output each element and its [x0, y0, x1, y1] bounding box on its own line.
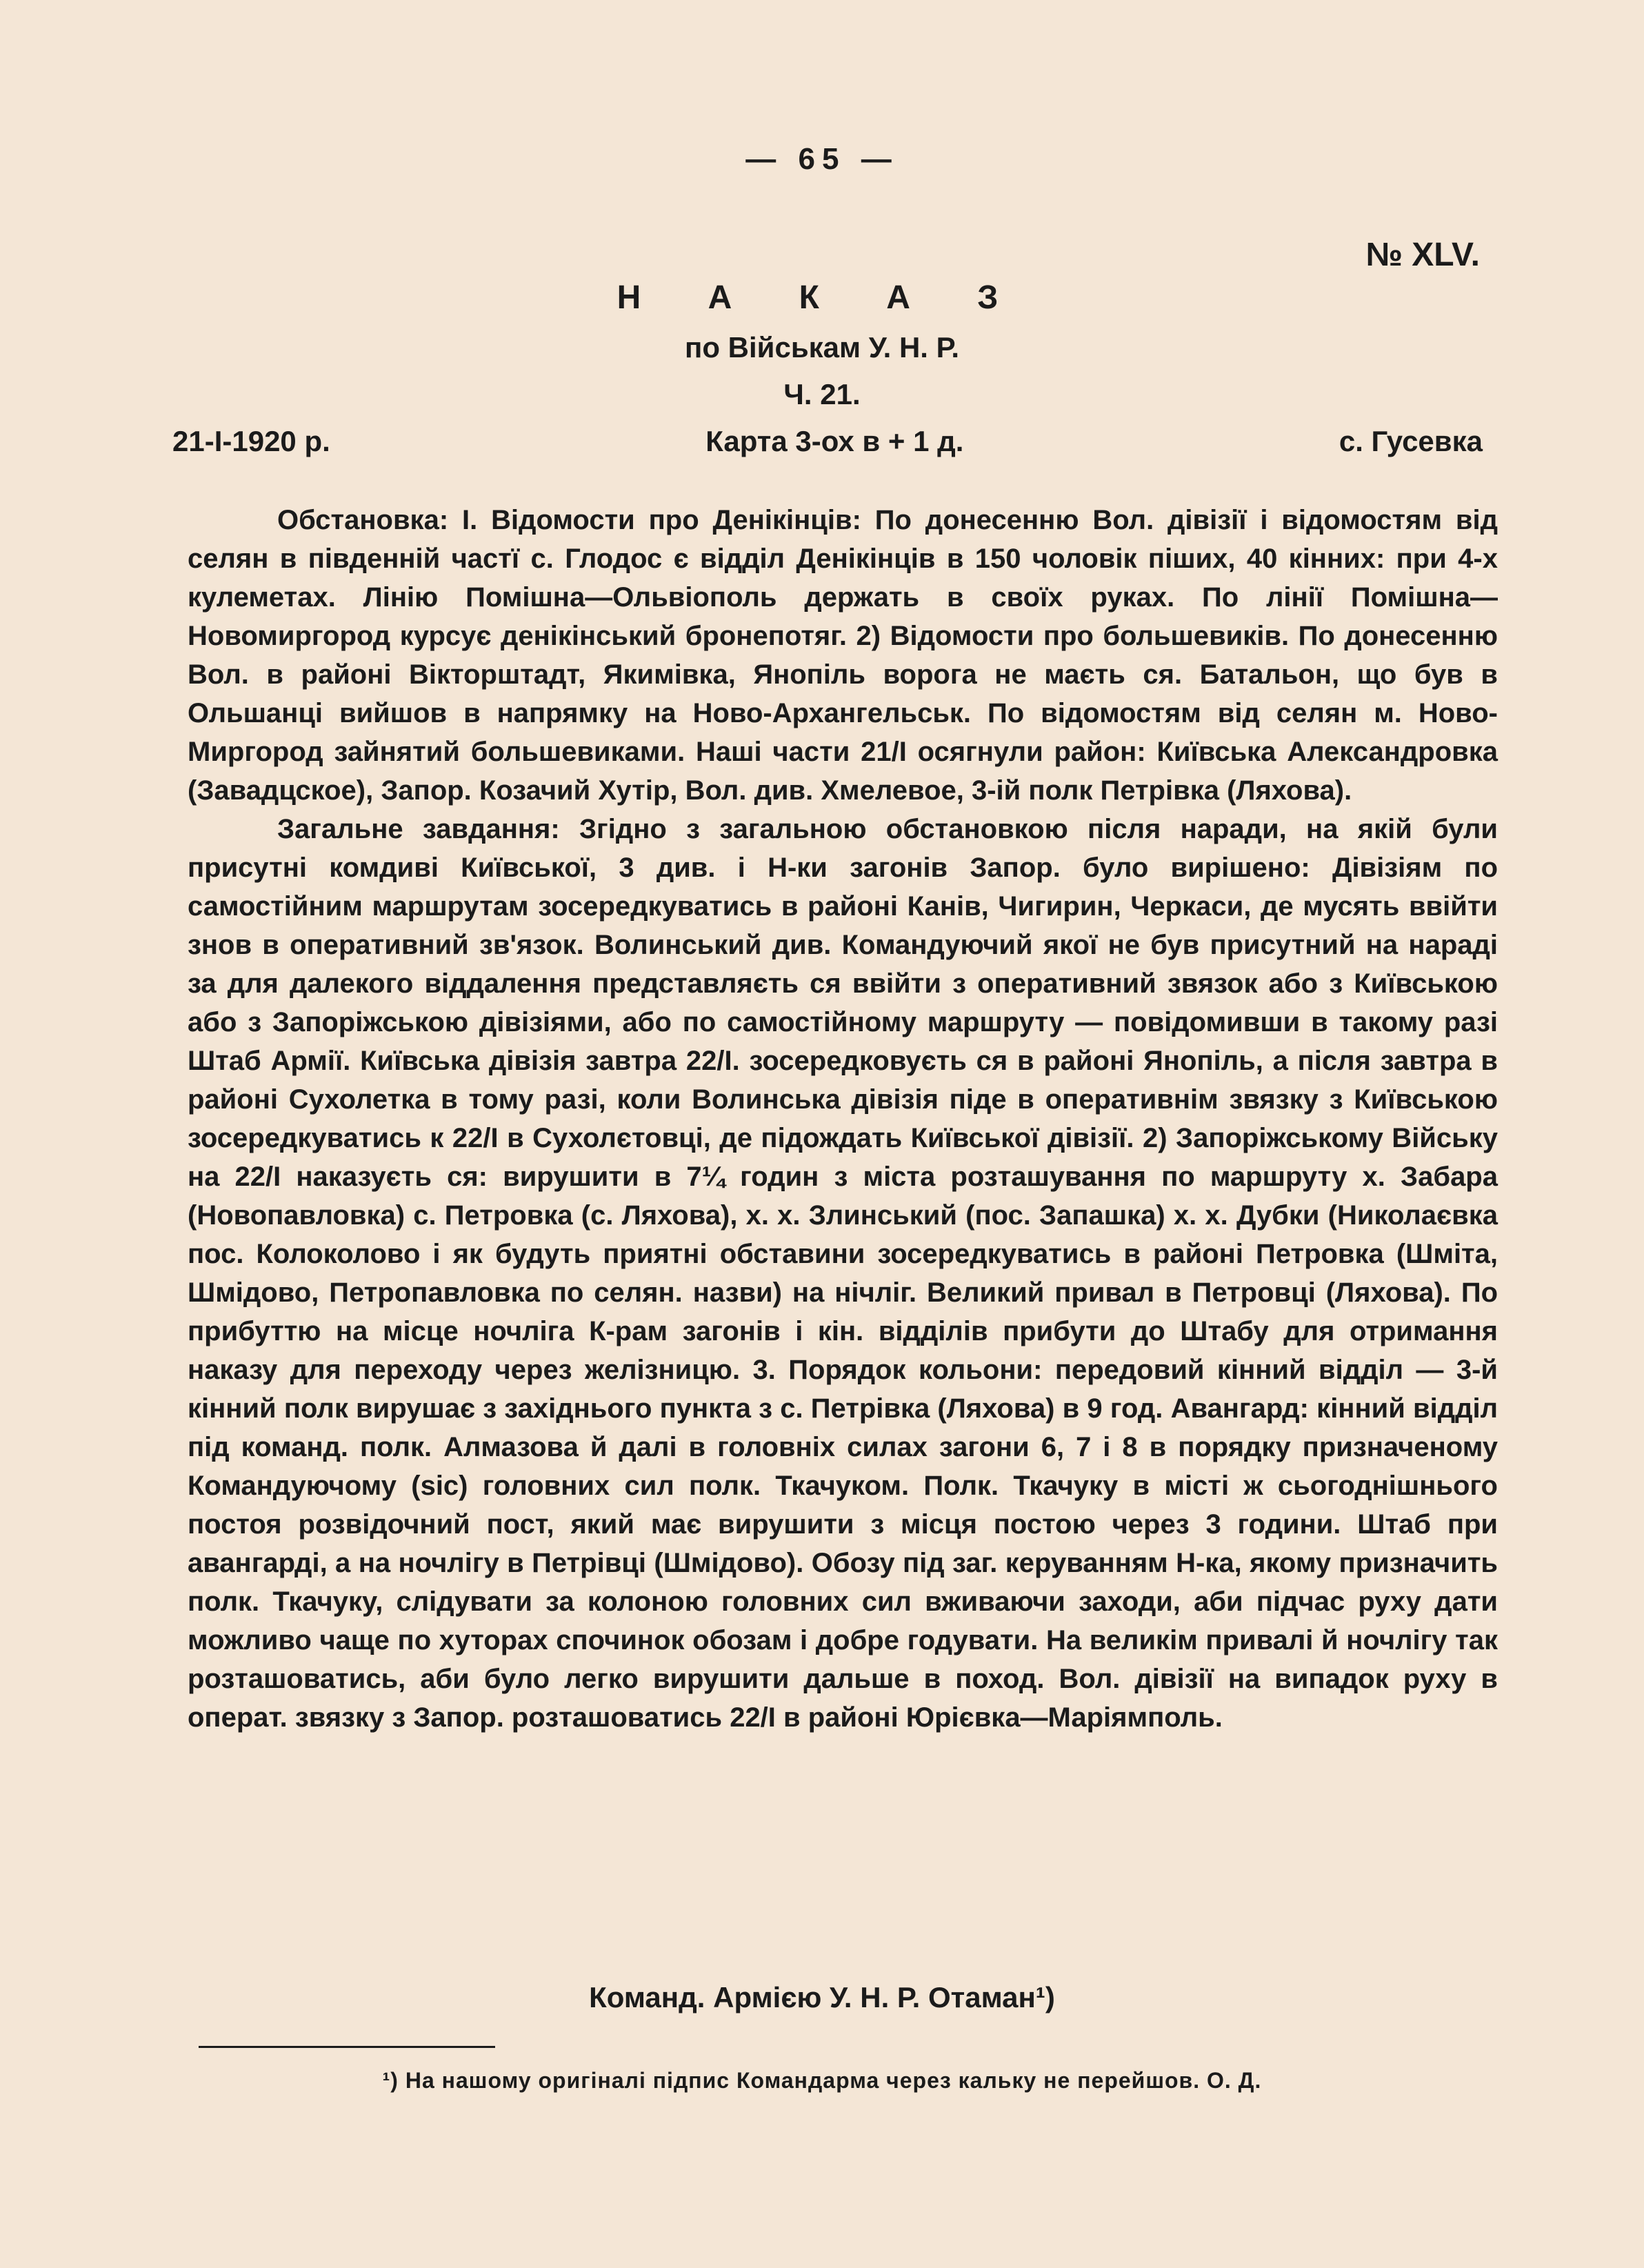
document-subtitle: по Військам У. Н. Р.: [684, 331, 960, 364]
footnote-divider: [199, 2046, 495, 2048]
page-number: — 65 —: [745, 142, 899, 176]
date: 21-I-1920 р.: [172, 425, 330, 457]
map-reference: Карта 3-ох в + 1 д.: [705, 425, 964, 457]
document-body: [188, 501, 1498, 1737]
footnote: ¹) На нашому оригіналі підпис Командарма через кальку не перейшов. О. Д.: [382, 2068, 1262, 2093]
meta-row: [172, 425, 1483, 458]
paragraph-general-task: Загальне завдання: Згідно з загальною обстановкою після наради, на якій були присутні комдиві Київської, 3 див. і Н-ки загонів Запор. було вирішено: Дівізіям по самостійним маршрутам зосередкуватись в районі Канів, Чигирин, Черкаси, де мусять ввійти знов в оперативний зв'язок. Волинський див. Командуючий якої не був присутний на нараді за для далекого віддалення представляєть ся ввійти з оперативний звязок або з Київською або з Запоріжською дівізіями, або по самостійному маршруту — повідомивши в такому разі Штаб Армії. Київська дівізія завтра 22/I. зосередковуєть ся в районі Янопіль, а після завтра в районі Сухолетка в тому разі, коли Волинська дівізія піде в оперативнім звязку з Київською зосередкуватись к 22/I в Сухолєтовці, де підождать Київської дівізії. 2) Запоріжському Війську на 22/I наказуєть ся: вирушити в 7¼ годин з міста розташування по маршруту х. Забара (Новопавловка) с. Петровка (с. Ляхова), х. х. Злинський (пос. Запашка) х. х. Дубки (Николаєвка пос. Колоколово і як будуть приятні обставини зосередкуватись в районі Петровка (Шміта, Шмідово, Петропавловка по селян. назви) на нічліг. Великий привал в Петровці (Ляхова). По прибуттю на місце ночліга К-рам загонів і кін. відділів прибути до Штабу для отримання наказу для переходу через желізницю. 3. Порядок кольони: передовий кінний відділ — 3-й кінний полк вирушає з західнього пункта з с. Петрівка (Ляхова) в 9 год. Авангард: кінний відділ під команд. полк. Алмазова й далі в головніх силах загони 6, 7 і 8 в порядку призначеному Командуючому (sic) головних сил полк. Ткачуком. Полк. Ткачуку в місті ж сьогоднішнього постоя розвідочний пост, який має вирушити з місця постою через 3 години. Штаб при авангарді, а на ночлігу в Петрівці (Шмідово). Обозу під заг. керуванням Н-ка, якому призначить полк. Ткачуку, слідувати за колоною головних сил вживаючи заходи, аби підчас руху дати можливо чаще по хуторах спочинок обозам і добре годувати. На великім привалі й ночлігу так розташоватись, аби було легко вирушити дальше в поход. Вол. дівізії на випадок руху в операт. звязку з Запор. розташоватись 22/I в районі Юрієвка—Маріямполь.: [188, 814, 1498, 1733]
paragraph-situation: Обстановка: I. Відомости про Денікінців: По донесенню Вол. дівізії і відомостям від селян в південній частї с. Глодос є відділ Денікінців в 150 чоловік піших, 40 кінних: при 4-х кулеметах. Лінію Помішна—Ольвіополь держать в своїх руках. По лінії Помішна—Новомиргород курсує денікінський бронепотяг. 2) Відомости про большевиків. По донесенню Вол. в районі Вікторштадт, Якимівка, Янопіль ворога не маєть ся. Батальон, що був в Ольшанці вийшов в напрямку на Ново-Архангельськ. По відомостям від селян м. Ново-Миргород зайнятий большевиками. Наші части 21/I осягнули район: Київська Александровка (Завадцское), Запор. Козачий Хутір, Вол. див. Хмелевое, 3-ій полк Петрівка (Ляхова).: [188, 505, 1498, 806]
document-title: Н А К А З: [616, 279, 1028, 316]
order-number: Ч. 21.: [783, 378, 861, 410]
signature: Команд. Армією У. Н. Р. Отаман¹): [589, 1981, 1055, 2013]
place: с. Гусевка: [1339, 425, 1483, 457]
document-number: № XLV.: [1365, 237, 1480, 273]
